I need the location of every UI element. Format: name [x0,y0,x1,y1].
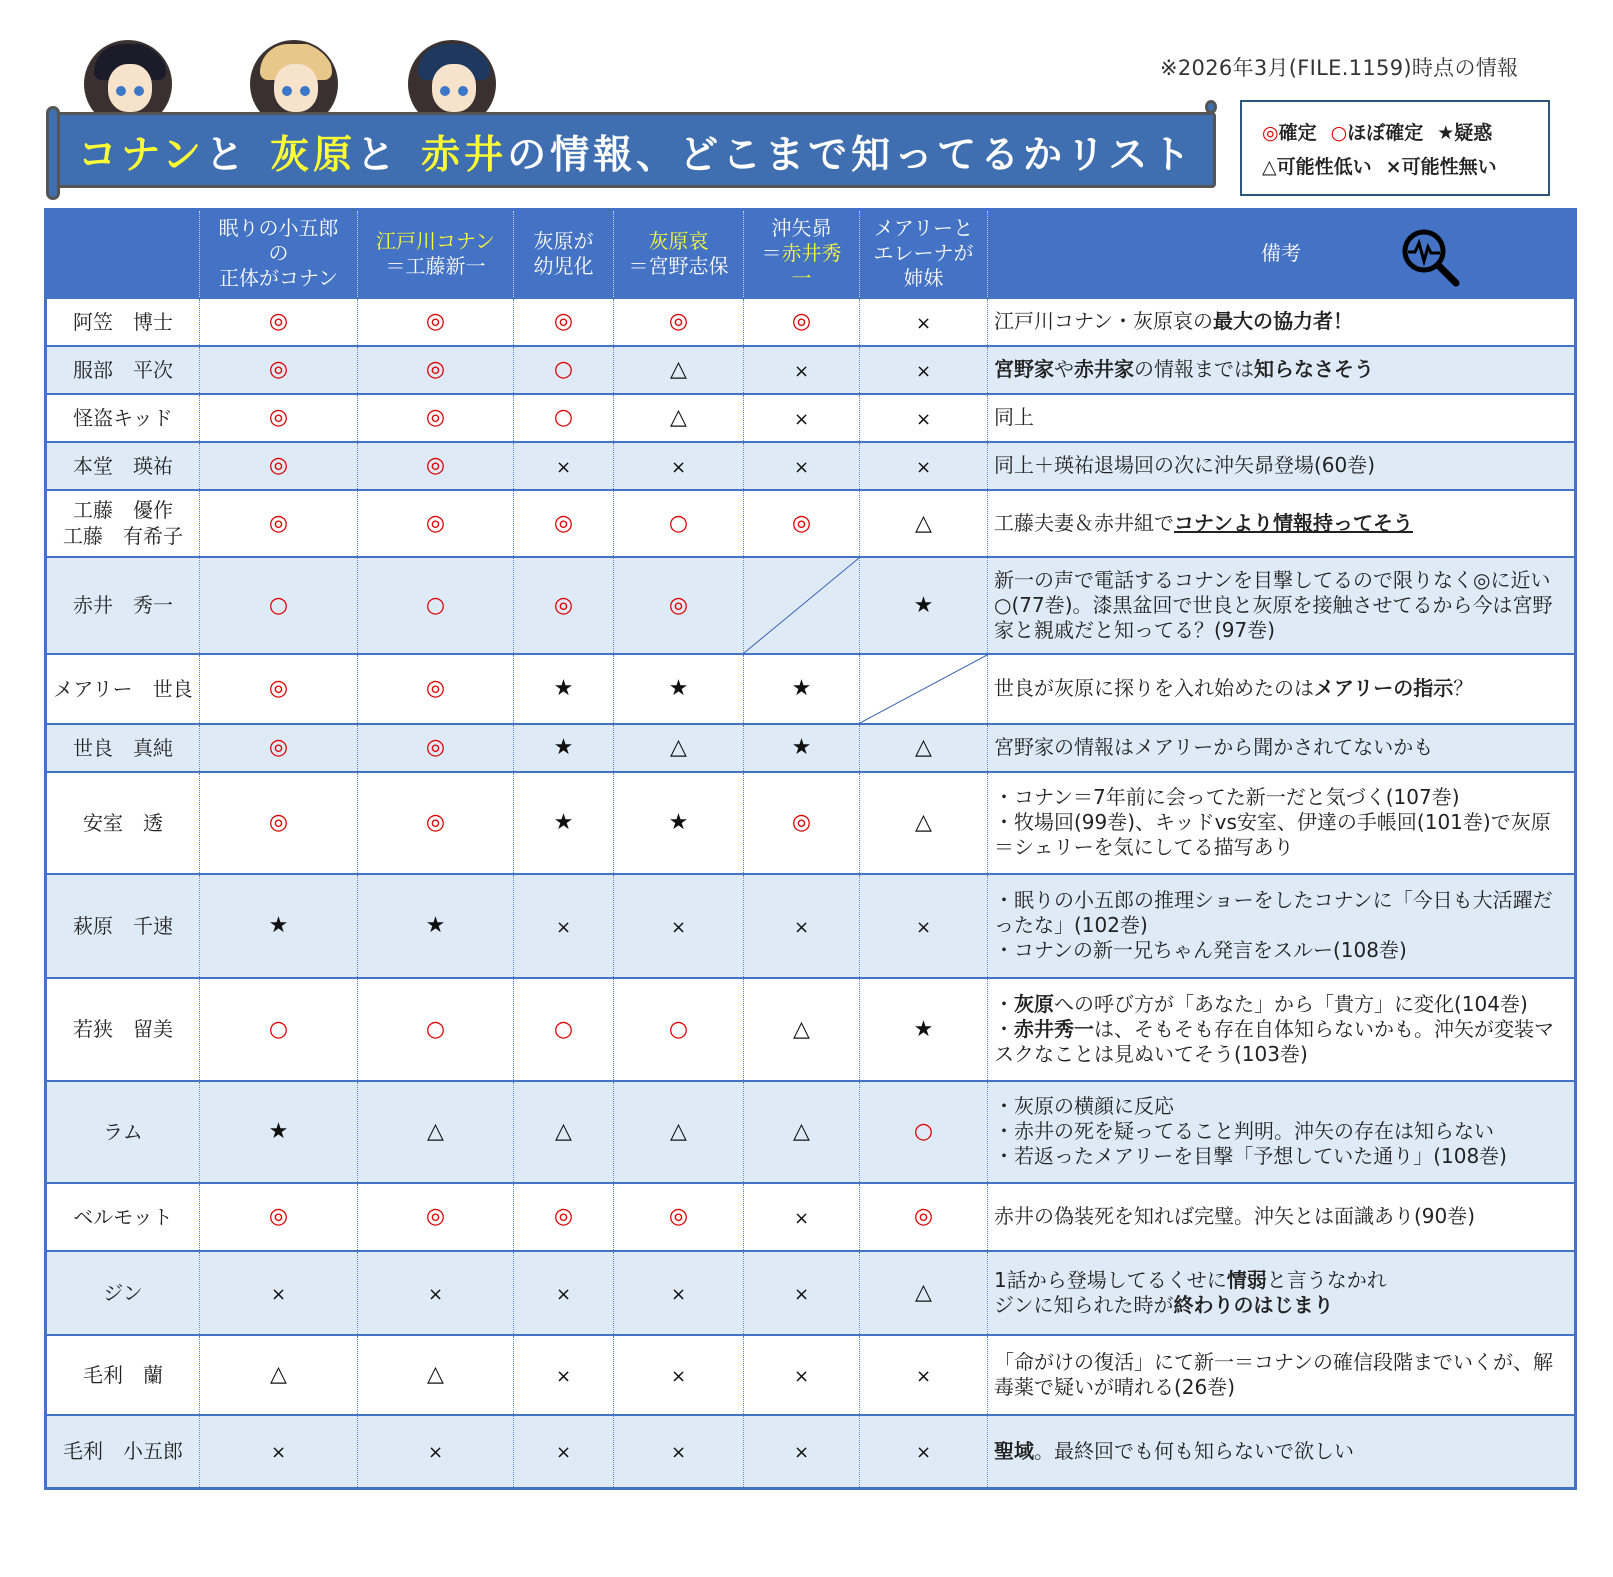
mark-cell [744,346,860,394]
column-header [358,210,514,298]
mark-cell [614,1335,744,1415]
circle-icon: ○ [553,405,574,430]
mark-cell [358,394,514,442]
cross-icon: × [915,1442,932,1464]
table-body [46,298,1576,1489]
double-circle-icon: ◎ [268,453,289,478]
column-header-line: 備考 [1261,241,1301,266]
mark-cell [614,654,744,724]
mark-cell [614,1415,744,1489]
remark-text: 聖域。最終回でも何も知らないで欲しい [988,1415,1576,1489]
mark-cell [358,346,514,394]
column-header-line: 正体がコナン [219,266,338,291]
mark-cell [744,394,860,442]
title-text: と [356,133,400,178]
star-icon: ★ [791,735,812,760]
mark-cell [358,724,514,772]
mark-cell [200,298,358,346]
mark-cell [358,442,514,490]
mark-cell [200,1415,358,1489]
cross-icon: × [270,1442,287,1464]
header-corner [46,210,200,298]
star-icon: ★ [268,913,289,938]
mark-cell [200,442,358,490]
star-icon: ★ [553,735,574,760]
mark-cell [744,1335,860,1415]
mark-cell [358,1251,514,1335]
not-applicable-cell [744,557,860,654]
legend-label: 確定 [1278,122,1317,144]
mark-cell [860,557,988,654]
cross-icon: × [915,456,932,478]
column-header-line: ＝宮野志保 [628,253,729,278]
mark-cell [744,1081,860,1183]
double-circle-icon: ◎ [425,309,446,334]
triangle-icon: △ [915,810,932,835]
cross-icon: × [555,916,572,938]
cross-icon: × [793,1207,810,1229]
circle-icon: ○ [913,1119,934,1144]
double-circle-icon: ◎ [553,309,574,334]
double-circle-icon: ◎ [425,810,446,835]
column-header [860,210,988,298]
character-name: 赤井 秀一 [46,557,200,654]
mark-cell [744,724,860,772]
cross-icon: × [915,1365,932,1387]
character-name: 安室 透 [46,772,200,874]
title-highlight-text: 赤井 [421,133,508,178]
mark-cell [514,442,614,490]
mark-cell [744,978,860,1081]
table-row [46,298,1576,346]
mark-cell [514,298,614,346]
mark-cell [614,874,744,978]
title-text: の情報、どこまで知ってるかリスト [507,133,1195,178]
legend-label: 疑惑 [1454,122,1493,144]
cross-icon: × [793,360,810,382]
mark-cell [860,490,988,557]
mark-cell [200,1251,358,1335]
cross-icon: × [793,1442,810,1464]
remark-text: 同上 [988,394,1576,442]
double-circle-icon: ◎ [425,357,446,382]
star-icon: ★ [791,676,812,701]
double-circle-icon: ◎ [553,1204,574,1229]
circle-icon: ○ [268,592,289,618]
triangle-icon: △ [915,735,932,760]
remark-text: 1話から登場してるくせに情弱と言うなかれ ジンに知られた時が終わりのはじまり [988,1251,1576,1335]
not-applicable-cell [860,654,988,724]
triangle-icon: △ [915,1280,932,1305]
table-row [46,1183,1576,1251]
knowledge-table [44,208,1577,1490]
triangle-icon: △ [793,1016,810,1042]
star-icon: ★ [913,1016,934,1042]
mark-cell [200,724,358,772]
table-row [46,874,1576,978]
legend-label: 可能性無い [1401,156,1497,178]
character-name: 怪盗キッド [46,394,200,442]
cross-icon: × [793,916,810,938]
column-header-line: 灰原哀 [648,228,709,253]
remark-text: 赤井の偽装死を知れば完璧。沖矢とは面識あり(90巻) [988,1183,1576,1251]
mark-cell [200,874,358,978]
table-row [46,442,1576,490]
mark-cell [860,1415,988,1489]
triangle-icon: △ [270,1362,287,1387]
mark-cell [860,346,988,394]
remark-text: 工藤夫妻＆赤井組でコナンより情報持ってそう [988,490,1576,557]
table-row [46,1415,1576,1489]
triangle-icon: △ [670,405,687,430]
mark-cell [200,1183,358,1251]
mark-cell [614,724,744,772]
circle-icon: ○ [668,1016,689,1042]
column-header-line: メアリーと [873,216,974,241]
mark-cell [614,772,744,874]
remark-text: ・眠りの小五郎の推理ショーをしたコナンに「今日も大活躍だったな」(102巻) ・コナンの新一兄ちゃん発言をスルー(108巻) [988,874,1576,978]
mark-cell [514,346,614,394]
character-name: ジン [46,1251,200,1335]
double-circle-icon: ◎ [268,1204,289,1229]
cross-icon: × [793,1283,810,1305]
circle-icon: ○ [668,510,689,536]
triangle-icon: △ [793,1119,810,1144]
legend-symbol-icon: ★ [1437,122,1455,144]
cross-icon: × [555,1283,572,1305]
mark-cell [514,772,614,874]
mark-cell [860,724,988,772]
cross-icon: × [670,456,687,478]
mark-cell [514,874,614,978]
legend-label: 可能性低い [1276,156,1372,178]
character-name: ラム [46,1081,200,1183]
character-name: 若狭 留美 [46,978,200,1081]
title-highlight-text: コナン [78,133,206,178]
double-circle-icon: ◎ [268,676,289,701]
mark-cell [358,978,514,1081]
column-header-line: エレーナが [873,241,974,266]
mark-cell [614,298,744,346]
triangle-icon: △ [555,1119,572,1144]
mark-cell [514,1415,614,1489]
star-icon: ★ [553,810,574,835]
table-header-row [46,210,1576,298]
table-row [46,346,1576,394]
cross-icon: × [670,1365,687,1387]
mark-cell [614,1251,744,1335]
table-row [46,1081,1576,1183]
column-header-line: 眠りの小五郎 [218,216,339,241]
character-name: 毛利 小五郎 [46,1415,200,1489]
mark-cell [614,1081,744,1183]
cross-icon: × [793,408,810,430]
character-name: メアリー 世良 [46,654,200,724]
remark-text: 同上＋瑛祐退場回の次に沖矢昴登場(60巻) [988,442,1576,490]
cross-icon: × [270,1283,287,1305]
double-circle-icon: ◎ [268,357,289,382]
mark-cell [514,724,614,772]
circle-icon: ○ [553,1016,574,1042]
mark-cell [614,442,744,490]
circle-icon: ○ [553,357,574,382]
mark-cell [860,772,988,874]
double-circle-icon: ◎ [425,405,446,430]
mark-cell [744,490,860,557]
cross-icon: × [427,1442,444,1464]
mark-cell [358,874,514,978]
cross-icon: × [915,916,932,938]
double-circle-icon: ◎ [668,1204,689,1229]
character-name: 本堂 瑛祐 [46,442,200,490]
mark-cell [744,1251,860,1335]
table-row [46,772,1576,874]
double-circle-icon: ◎ [425,1204,446,1229]
mark-cell [358,1183,514,1251]
cross-icon: × [915,312,932,334]
mark-cell [200,1335,358,1415]
mark-cell [614,978,744,1081]
legend-symbol-icon: ◎ [1262,122,1279,144]
legend-symbol-icon: ○ [1330,122,1348,144]
header-notes [988,210,1576,298]
column-header [200,210,358,298]
mark-cell [200,772,358,874]
column-header-line: 灰原が [533,228,594,253]
mark-cell [514,1251,614,1335]
mark-cell [860,1251,988,1335]
double-circle-icon: ◎ [913,1204,934,1229]
mark-cell [358,654,514,724]
remark-text: 宮野家の情報はメアリーから聞かされてないかも [988,724,1576,772]
mark-cell [614,346,744,394]
scroll-roll-left [46,106,60,200]
table-row [46,724,1576,772]
double-circle-icon: ◎ [553,592,574,618]
character-name: 阿笠 博士 [46,298,200,346]
double-circle-icon: ◎ [791,309,812,334]
double-circle-icon: ◎ [791,810,812,835]
double-circle-icon: ◎ [425,510,446,536]
character-name: 世良 真純 [46,724,200,772]
remark-text: ・コナン＝7年前に会ってた新一だと気づく(107巻) ・牧場回(99巻)、キッドvs安室、伊達の手帳回(101巻)で灰原＝シェリーを気にしてる描写あり [988,772,1576,874]
double-circle-icon: ◎ [268,405,289,430]
column-header-line: 幼児化 [533,253,594,278]
double-circle-icon: ◎ [553,510,574,536]
mark-cell [358,1415,514,1489]
circle-icon: ○ [425,1016,446,1042]
legend-box [1240,100,1550,196]
remark-text: ・灰原の横顔に反応 ・赤井の死を疑ってること判明。沖矢の存在は知らない ・若返ったメアリーを目撃「予想していた通り」(108巻) [988,1081,1576,1183]
column-header-line: の [268,241,289,266]
scroll-roll-right [1205,100,1217,114]
cross-icon: × [915,408,932,430]
cross-icon: × [670,1283,687,1305]
remark-text: ・灰原への呼び方が「あなた」から「貴方」に変化(104巻) ・赤井秀一は、そもそも存在自体知らないかも。沖矢が変装マスクなことは見ぬいてそう(103巻) [988,978,1576,1081]
mark-cell [514,490,614,557]
legend-line-2 [1262,150,1548,184]
cross-icon: × [427,1283,444,1305]
cross-icon: × [915,360,932,382]
cross-icon: × [555,1365,572,1387]
title-highlight-text: 灰原 [270,133,357,178]
mark-cell [744,1415,860,1489]
remark-text: 世良が灰原に探りを入れ始めたのはメアリーの指示？ [988,654,1576,724]
cross-icon: × [670,916,687,938]
column-header [744,210,860,298]
legend-symbol-icon: × [1385,156,1402,178]
mark-cell [744,874,860,978]
table-row [46,1335,1576,1415]
table-row [46,1251,1576,1335]
legend-symbol-icon: △ [1262,156,1277,178]
double-circle-icon: ◎ [668,592,689,618]
mark-cell [744,772,860,874]
mark-cell [514,394,614,442]
triangle-icon: △ [670,735,687,760]
star-icon: ★ [668,676,689,701]
mark-cell [860,442,988,490]
mark-cell [514,557,614,654]
double-circle-icon: ◎ [268,735,289,760]
mark-cell [200,654,358,724]
circle-icon: ○ [268,1016,289,1042]
star-icon: ★ [268,1119,289,1144]
character-name: ベルモット [46,1183,200,1251]
mark-cell [200,557,358,654]
triangle-icon: △ [915,510,932,536]
column-header-line: 姉妹 [903,266,944,291]
character-name: 工藤 優作 工藤 有希子 [46,490,200,557]
double-circle-icon: ◎ [268,309,289,334]
info-date-note: ※2026年3月(FILE.1159)時点の情報 [1160,56,1519,80]
remark-text: 新一の声で電話するコナンを目撃してるので限りなく◎に近い○(77巻)。漆黒盆回で世良と灰原を接触させてるから今は宮野家と親戚だと知ってる？(97巻) [988,557,1576,654]
mark-cell [744,442,860,490]
mark-cell [514,978,614,1081]
mark-cell [514,1183,614,1251]
mark-cell [514,654,614,724]
legend-line-1 [1262,116,1548,150]
remark-text: 宮野家や赤井家の情報までは知らなさそう [988,346,1576,394]
character-name: 服部 平次 [46,346,200,394]
cross-icon: × [555,456,572,478]
mark-cell [860,874,988,978]
column-header-line: ＝赤井秀 [761,241,842,266]
mark-cell [860,1335,988,1415]
star-icon: ★ [553,676,574,701]
mark-cell [744,1183,860,1251]
column-header-line: 沖矢昴 [771,216,832,241]
mark-cell [358,490,514,557]
mark-cell [200,490,358,557]
mark-cell [358,1081,514,1183]
table-row [46,654,1576,724]
mark-cell [614,1183,744,1251]
mark-cell [614,557,744,654]
table-row [46,490,1576,557]
mark-cell [514,1081,614,1183]
mark-cell [860,298,988,346]
mark-cell [614,490,744,557]
mark-cell [860,978,988,1081]
mark-cell [358,557,514,654]
triangle-icon: △ [670,357,687,382]
mark-cell [200,394,358,442]
mark-cell [860,394,988,442]
mark-cell [860,1081,988,1183]
double-circle-icon: ◎ [268,810,289,835]
cross-icon: × [793,456,810,478]
mark-cell [358,298,514,346]
mark-cell [200,1081,358,1183]
mark-cell [744,654,860,724]
double-circle-icon: ◎ [425,676,446,701]
double-circle-icon: ◎ [268,510,289,536]
cross-icon: × [670,1442,687,1464]
column-header [614,210,744,298]
triangle-icon: △ [427,1119,444,1144]
triangle-icon: △ [670,1119,687,1144]
mark-cell [860,1183,988,1251]
table-row [46,557,1576,654]
star-icon: ★ [913,592,934,618]
mark-cell [200,978,358,1081]
double-circle-icon: ◎ [425,735,446,760]
star-icon: ★ [668,810,689,835]
mark-cell [358,772,514,874]
mark-cell [358,1335,514,1415]
character-name: 毛利 蘭 [46,1335,200,1415]
star-icon: ★ [425,913,446,938]
column-header-line: ＝工藤新一 [385,253,486,278]
circle-icon: ○ [425,592,446,618]
page-title [78,124,1194,180]
legend-label: ほぼ確定 [1347,122,1424,144]
table-row [46,394,1576,442]
remark-text: 「命がけの復活」にて新一＝コナンの確信段階までいくが、解毒薬で疑いが晴れる(26巻) [988,1335,1576,1415]
double-circle-icon: ◎ [425,453,446,478]
mark-cell [514,1335,614,1415]
character-name: 萩原 千速 [46,874,200,978]
cross-icon: × [793,1365,810,1387]
mark-cell [200,346,358,394]
column-header-line: 一 [791,266,812,291]
triangle-icon: △ [427,1362,444,1387]
mark-cell [744,298,860,346]
column-header [514,210,614,298]
double-circle-icon: ◎ [668,309,689,334]
double-circle-icon: ◎ [791,510,812,536]
table-row [46,978,1576,1081]
cross-icon: × [555,1442,572,1464]
mark-cell [614,394,744,442]
column-header-line: 江戸川コナン [376,228,495,253]
title-text: と [205,133,249,178]
remark-text: 江戸川コナン・灰原哀の最大の協力者！ [988,298,1576,346]
